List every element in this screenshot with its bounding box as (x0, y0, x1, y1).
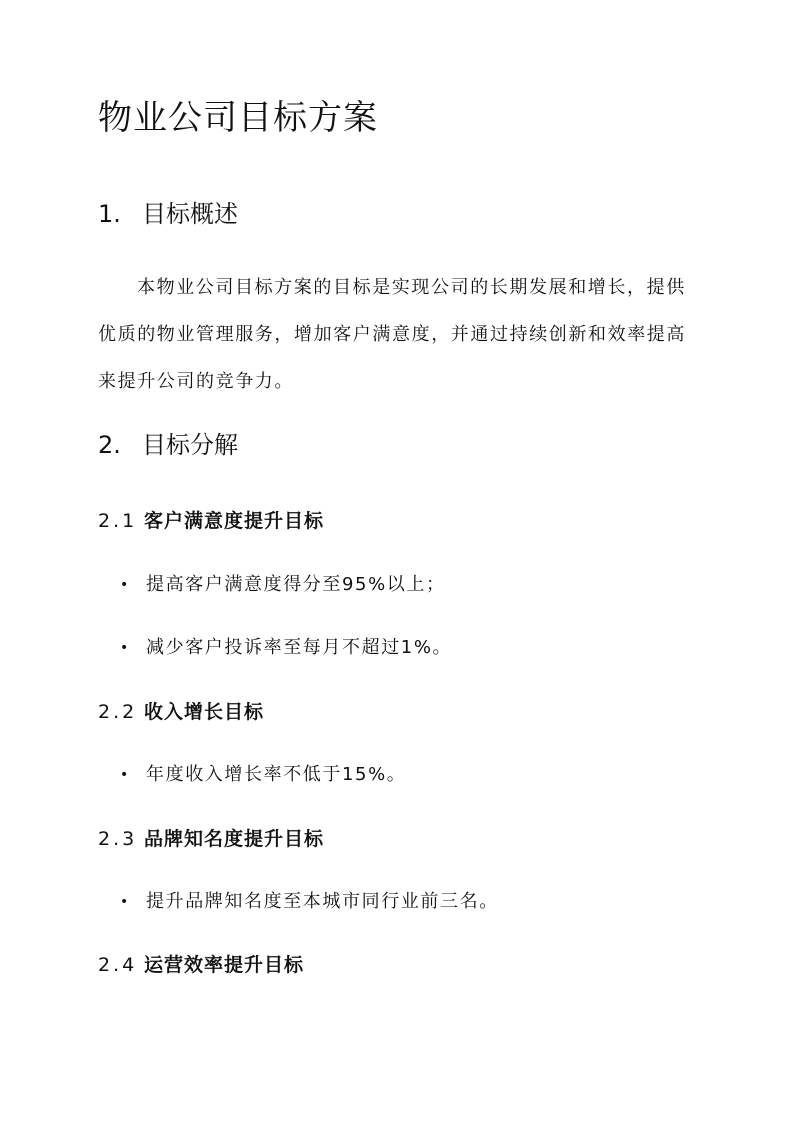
list-item-text: 提升品牌知名度至本城市同行业前三名。 (146, 891, 499, 912)
subsection-number: 2.2 (98, 701, 138, 723)
list-item-text: 减少客户投诉率至每月不超过1%。 (146, 637, 453, 658)
list-item-text: 提高客户满意度得分至95%以上； (146, 574, 446, 595)
list-item (120, 634, 452, 662)
section-heading-1 (98, 197, 238, 231)
list-item (120, 888, 499, 916)
subsection-title: 运营效率提升目标 (144, 954, 305, 976)
bullet-icon: • (120, 577, 130, 593)
list-item (120, 761, 406, 789)
subsection-heading-2-2 (98, 698, 264, 726)
subsection-heading-2-3 (98, 825, 324, 853)
bullet-icon: • (120, 767, 130, 783)
subsection-title: 客户满意度提升目标 (144, 510, 325, 532)
list-item (120, 571, 446, 599)
section-heading-2 (98, 428, 238, 462)
subsection-heading-2-1 (98, 507, 324, 535)
section-number: 2. (98, 431, 121, 459)
subsection-number: 2.4 (98, 954, 138, 976)
subsection-number: 2.3 (98, 828, 138, 850)
subsection-title: 品牌知名度提升目标 (144, 828, 325, 850)
section-paragraph: 本物业公司目标方案的目标是实现公司的长期发展和增长，提供优质的物业管理服务，增加客户满意度，并通过持续创新和效率提高来提升公司的竞争力。 (98, 277, 686, 392)
bullet-icon: • (120, 640, 130, 656)
list-item-text: 年度收入增长率不低于15%。 (146, 764, 407, 785)
section-number: 1. (98, 200, 121, 228)
section-title: 目标分解 (142, 431, 238, 459)
bullet-icon: • (120, 894, 130, 910)
subsection-title: 收入增长目标 (144, 701, 265, 723)
subsection-heading-2-4 (98, 951, 304, 979)
document-title: 物业公司目标方案 (98, 98, 378, 138)
subsection-number: 2.1 (98, 510, 138, 532)
section-title: 目标概述 (142, 200, 238, 228)
